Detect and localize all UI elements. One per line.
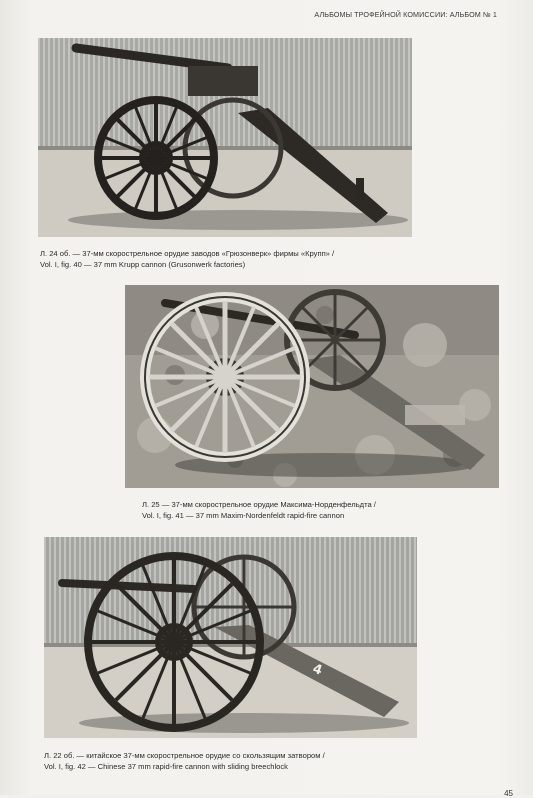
gun-marking: 4 xyxy=(310,661,325,679)
caption-figure-41 xyxy=(142,499,376,521)
caption-ru: Л. 24 об. — 37-мм скорострельное орудие заводов «Грюзонверк» фирмы «Крупп» / xyxy=(40,249,335,258)
running-head: АЛЬБОМЫ ТРОФЕЙНОЙ КОМИССИИ: АЛЬБОМ № 1 xyxy=(314,10,497,19)
caption-figure-42 xyxy=(44,750,325,772)
caption-figure-40 xyxy=(40,248,334,270)
caption-ru: Л. 22 об. — китайское 37-мм скорострельное орудие со скользящим затвором / xyxy=(44,751,325,760)
page-number: 45 xyxy=(504,789,513,798)
caption-en: Vol. I, fig. 42 — Chinese 37 mm rapid-fire cannon with sliding breechlock xyxy=(44,762,288,771)
photo-maxim-nordenfeldt-cannon xyxy=(125,285,499,488)
caption-ru: Л. 25 — 37-мм скорострельное орудие Максима-Норденфельдта / xyxy=(142,500,376,509)
photo-krupp-cannon xyxy=(38,38,412,237)
caption-en: Vol. I, fig. 40 — 37 mm Krupp cannon (Grusonwerk factories) xyxy=(40,260,246,269)
caption-en: Vol. I, fig. 41 — 37 mm Maxim-Nordenfeldt rapid-fire cannon xyxy=(142,511,345,520)
photo-chinese-cannon xyxy=(44,537,417,738)
